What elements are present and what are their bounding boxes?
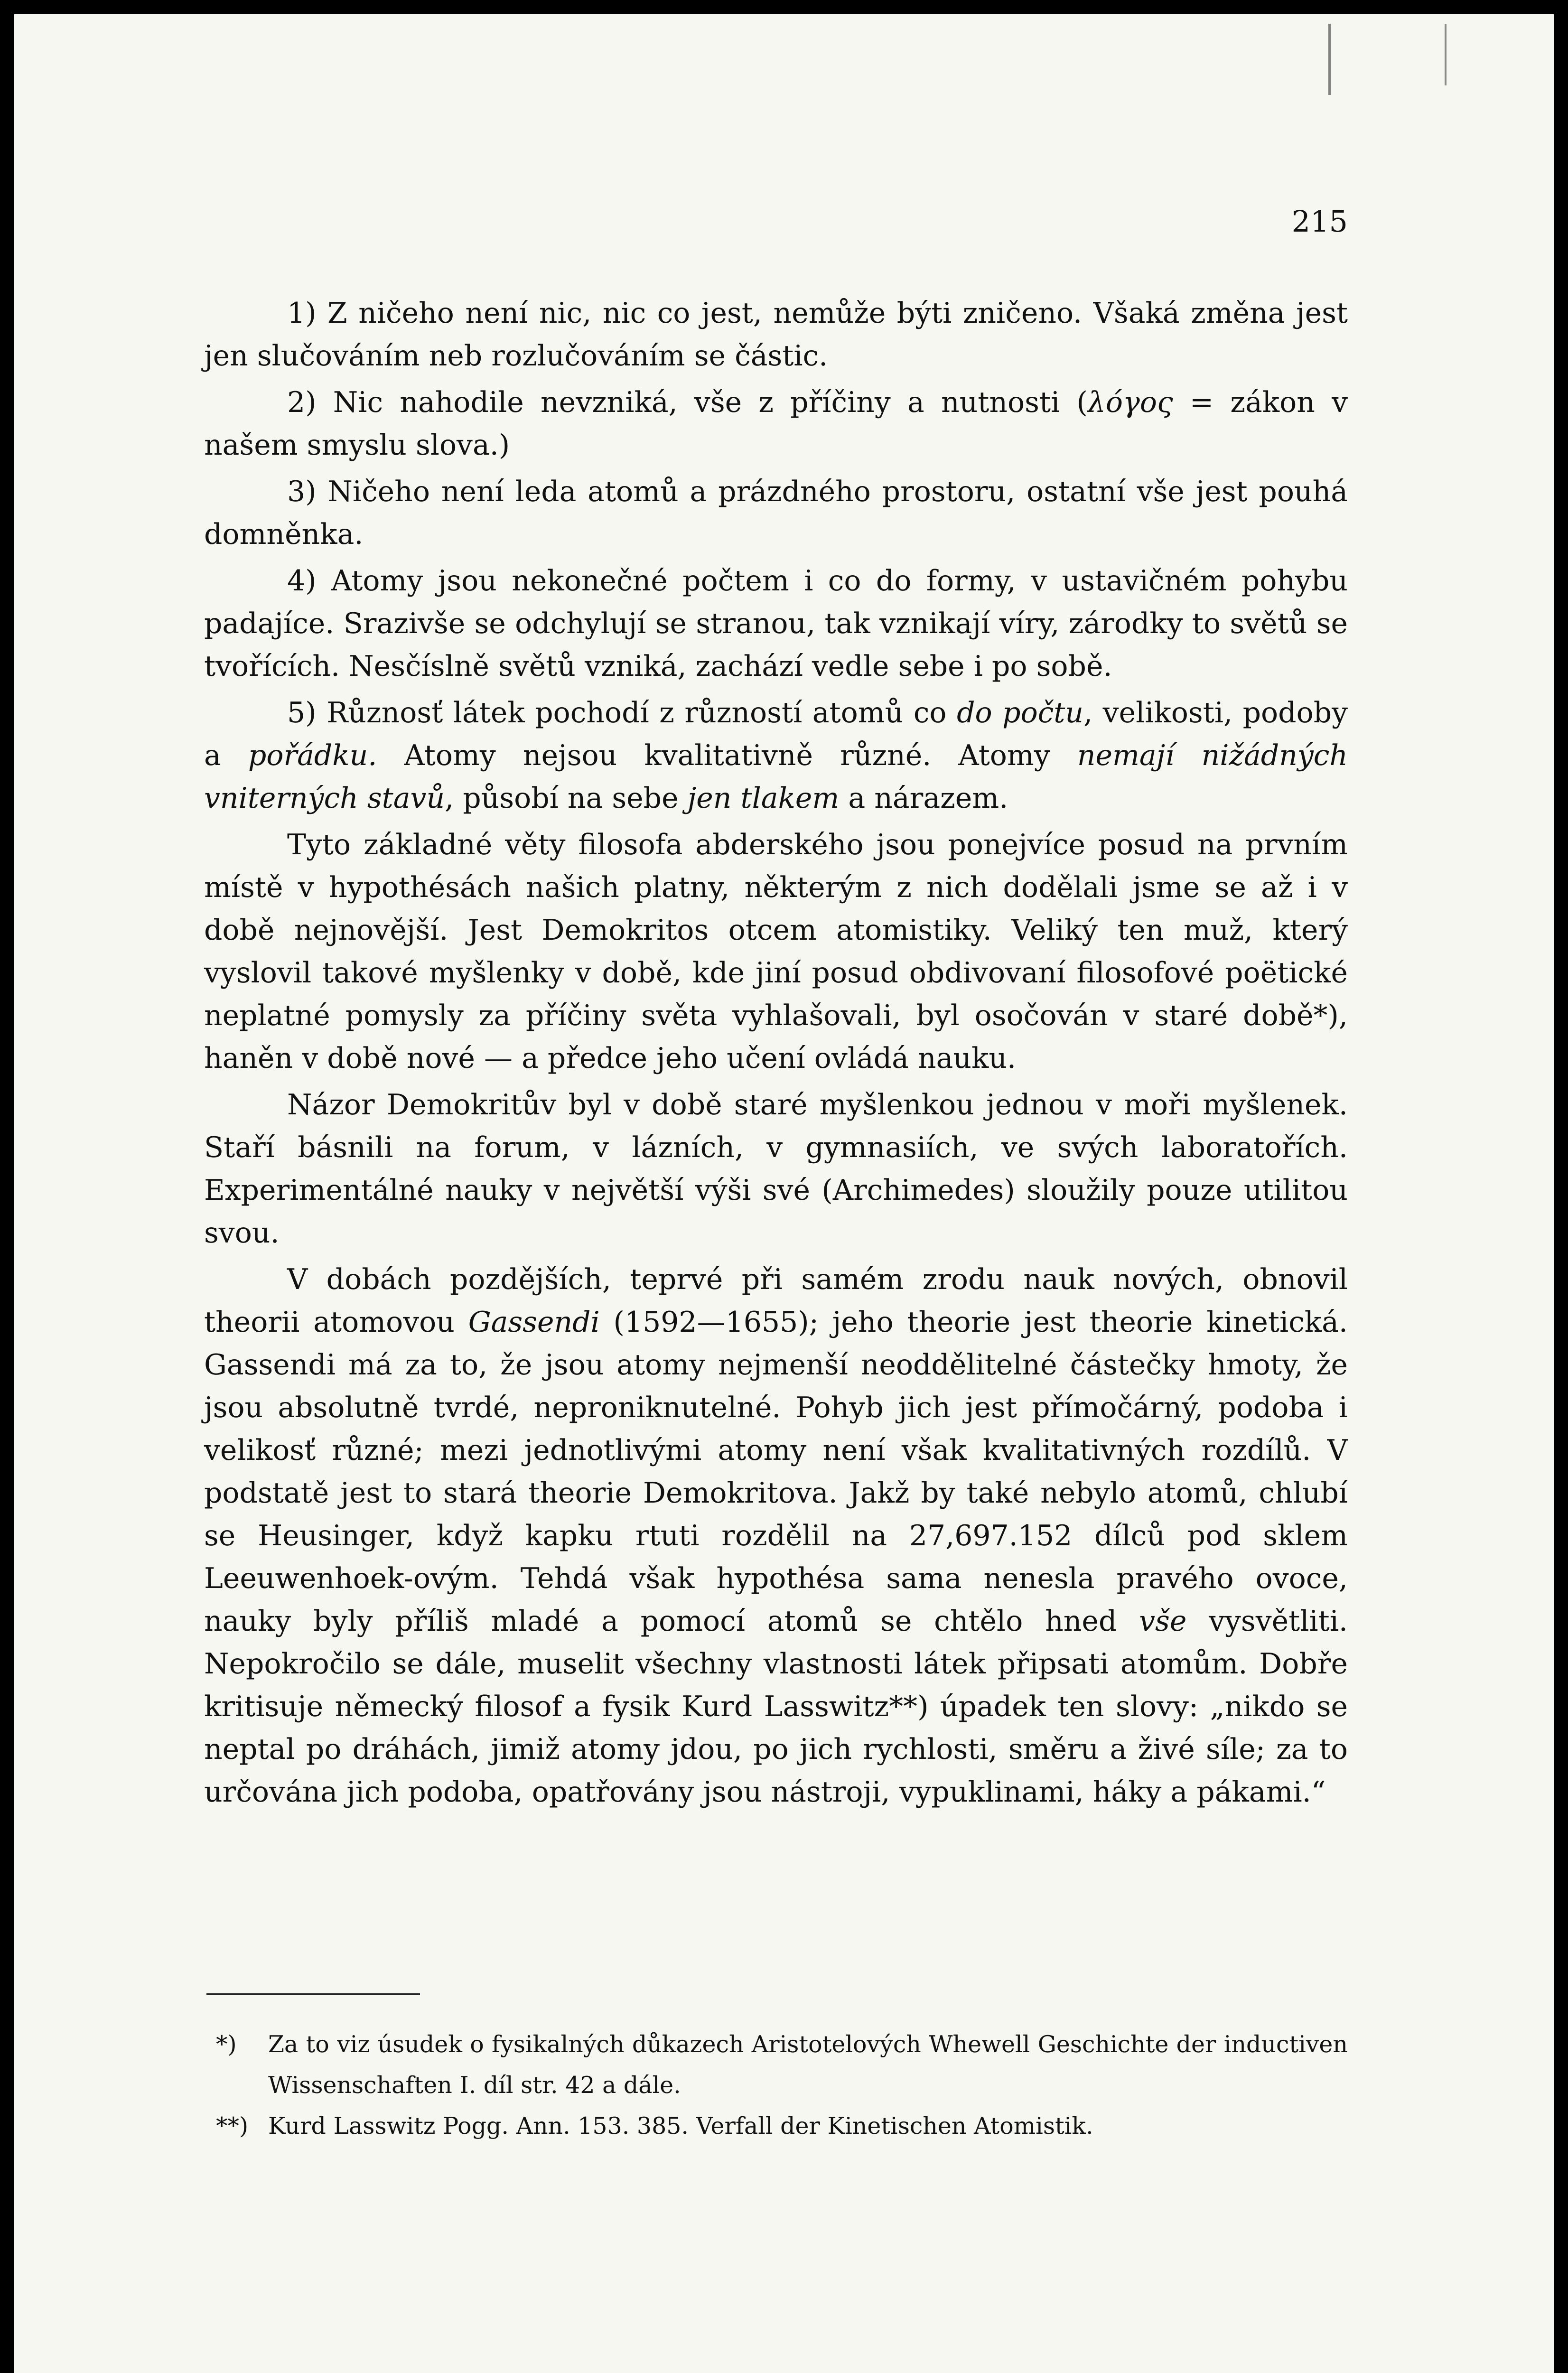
footnote-2 <box>204 2106 1348 2147</box>
paragraph-6: Tyto základné věty filosofa abderského jsou ponejvíce posud na prvním místě v hypothésách našich platny, některým z nich dodělali jsme se až i v době nejnovější. Jest Demokritos otcem atomistiky. Veliký ten muž, který vyslovil takové myšlenky v době, kde jiní posud obdivovaní filosofové poëtické neplatné pomysly za příčiny světa vyhlašovali, byl osočován v staré době*), haněn v době nové — a předce jeho učení ovládá nauku. <box>204 828 1348 1075</box>
greek-logos: λόγος <box>1087 386 1173 419</box>
footnote-text-2: Kurd Lasswitz Pogg. Ann. 153. 385. Verfall der Kinetischen Atomistik. <box>268 2112 1093 2139</box>
page-number: 215 <box>1291 204 1348 239</box>
paragraph-5: 5) Různosť látek pochodí z růzností atomů co do počtu, velikosti, podoby a pořádku. Atomy nejsou kvalitativně různé. Atomy nemají nižádných vniterných stavů, působí na sebe jen tlakem a nárazem. <box>204 696 1348 815</box>
footnote-marker-2: **) <box>216 2112 249 2139</box>
paragraph-8: V dobách pozdějších, teprvé při samém zrodu nauk nových, obnovil theorii atomovou Gassendi (1592—1655); jeho theorie jest theorie kinetická. Gassendi má za to, že jsou atomy nejmenší neoddělitelné částečky hmoty, že jsou absolutně tvrdé, neproniknutelné. Pohyb jich jest přímočárný, podoba i velikosť různé; mezi jednotlivými atomy není však kvalitativných rozdílů. V podstatě jest to stará theorie Demokritova. Jakž by také nebylo atomů, chlubí se Heusinger, když kapku rtuti rozdělil na 27,697.152 dílců pod sklem Leeuwenhoek-ovým. Tehdá však hypothésa sama nenesla pravého ovoce, nauky byly příliš mladé a pomocí atomů se chtělo hned vše vysvětliti. Nepokročilo se dále, muselit všechny vlastnosti látek připsati atomům. Dobře kritisuje německý filosof a fysik Kurd Lasswitz**) úpadek ten slovy: „nikdo se neptal po dráhách, jimiž atomy jdou, po jich rychlosti, směru a živé síle; za to určována jich podoba, opatřovány jsou nástroji, vypuklinami, háky a pákami.“ <box>204 1263 1348 1809</box>
scan-corner-mark <box>1328 24 1535 95</box>
footnote-text-1: Za to viz úsudek o fysikalných důkazech Aristotelových Whewell Geschichte der inductiven Wissenschaften I. díl str. 42 a dále. <box>268 2031 1348 2099</box>
paragraph-1: 1) Z ničeho není nic, nic co jest, nemůže býti zničeno. Všaká změna jest jen slučováním neb rozlučováním se částic. <box>204 297 1348 373</box>
paragraph-7: Názor Demokritův byl v době staré myšlenkou jednou v moři myšlenek. Staří básnili na forum, v lázních, v gymnasiích, ve svých laboratořích. Experimentálné nauky v největší výši své (Archimedes) sloužily pouze utilitou svou. <box>204 1088 1348 1250</box>
footnote-divider <box>206 1993 420 1995</box>
footnotes <box>204 2024 1348 2147</box>
footnote-1 <box>204 2024 1348 2106</box>
paragraph-3: 3) Ničeho není leda atomů a prázdného prostoru, ostatní vše jest pouhá domněnka. <box>204 475 1348 551</box>
paragraph-2: 2) Nic nahodile nevzniká, vše z příčiny a nutnosti (λόγος = zákon v našem smyslu slova.) <box>204 386 1348 462</box>
page-body <box>204 292 1348 1813</box>
scanned-page <box>14 14 1554 2373</box>
paragraph-4: 4) Atomy jsou nekonečné počtem i co do formy, v ustavičném pohybu padajíce. Srazivše se odchylují se stranou, tak vznikají víry, zárodky to světů se tvořících. Nesčíslně světů vzniká, zachází vedle sebe i po sobě. <box>204 564 1348 683</box>
footnote-marker-1: *) <box>216 2031 237 2058</box>
